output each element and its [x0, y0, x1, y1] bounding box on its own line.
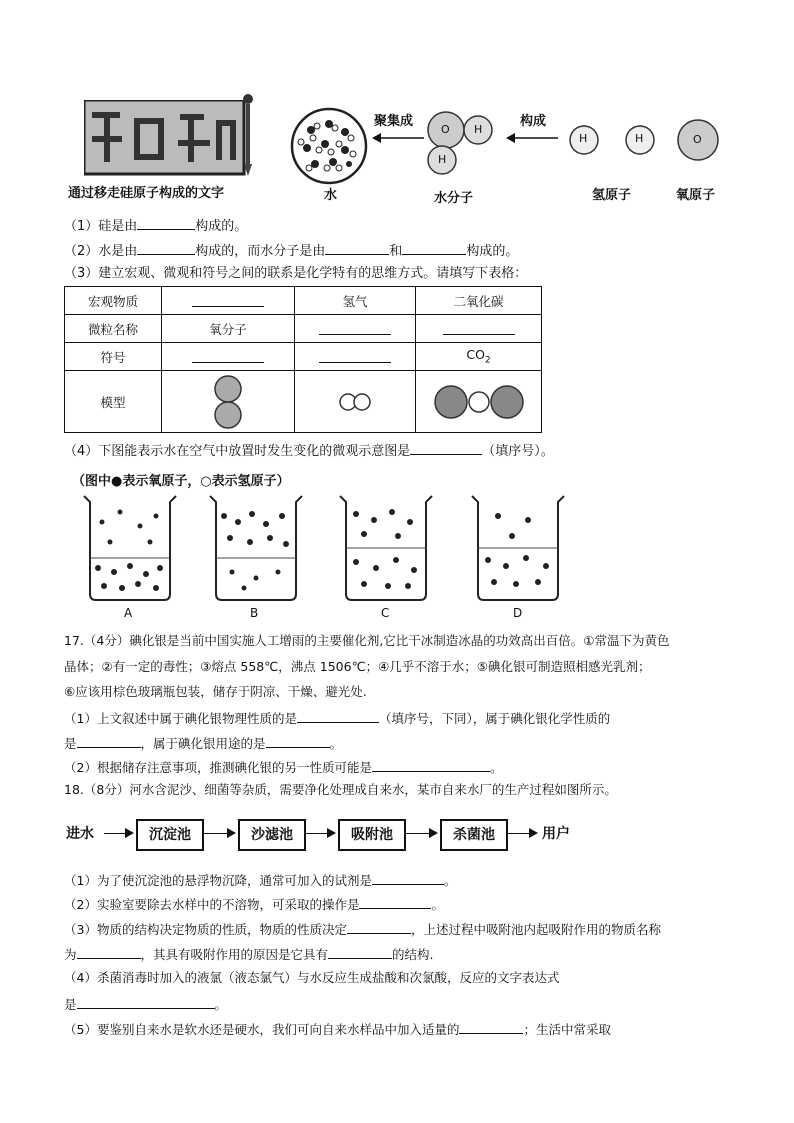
- beaker-label-d: D: [513, 606, 523, 620]
- molecule-o-label: O: [441, 123, 450, 136]
- water-molecule-model: [426, 110, 498, 178]
- arrow-compose-label: 构成: [520, 114, 547, 129]
- q18-sub2: （2）实验室要除去水样中的不溶物，可采取的操作是 。: [64, 894, 444, 914]
- q18-sub4-cont: 是 。: [64, 994, 227, 1014]
- macro-micro-table: [64, 286, 542, 433]
- flow-sedimentation: 沉淀池: [136, 819, 204, 851]
- cell-hydrogen: 氢气: [295, 287, 416, 315]
- molecule-h-label-2: H: [438, 153, 447, 166]
- q16-2: （2）水是由 构成的，而水分子是由 和 构成的。: [64, 240, 518, 261]
- cell-co2-name: 二氧化碳: [416, 287, 542, 315]
- caption-silicon: 通过移走硅原子构成的文字: [68, 186, 225, 201]
- flow-arrow-2: [204, 833, 234, 834]
- cell-symbol: 符号: [65, 343, 162, 371]
- q16-3: （3）建立宏观、微观和符号之间的联系是化学特有的思维方式。请填写下表格：: [64, 266, 528, 281]
- beaker-b: [206, 492, 306, 604]
- molecule-h-label-1: H: [474, 123, 483, 136]
- q17-sub1: （1）上文叙述中属于碘化银物理性质的是 （填序号，下同），属于碘化银化学性质的: [64, 708, 610, 728]
- caption-o-atom: 氧原子: [676, 188, 716, 203]
- arrow-compose: [506, 132, 558, 144]
- flow-arrow-4: [406, 833, 436, 834]
- co2-molecule-model: [433, 382, 525, 422]
- silicon-text-image: [84, 100, 248, 176]
- flow-arrow-5: [508, 833, 536, 834]
- q17-line2: 晶体；②有一定的毒性；③熔点 558℃，沸点 1506℃；④几乎不溶于水；⑤碘化银可制造照相感光乳剂；: [64, 659, 651, 674]
- cell-micro: 微粒名称: [65, 315, 162, 343]
- cell-oxygen-molecule: 氧分子: [162, 315, 295, 343]
- flow-arrow-1: [104, 833, 132, 834]
- caption-molecule: 水分子: [434, 191, 474, 206]
- caption-water: 水: [324, 188, 338, 203]
- beaker-a: [80, 492, 180, 604]
- caption-h-atom: 氢原子: [592, 188, 632, 203]
- hydrogen-molecule-model: [335, 390, 375, 414]
- q17-sub1-cont: 是 ，属于碘化银用途的是 。: [64, 733, 342, 753]
- flow-sterilization: 杀菌池: [440, 819, 508, 851]
- flow-adsorption: 吸附池: [338, 819, 406, 851]
- q18-sub5: （5）要鉴别自来水是软水还是硬水，我们可向自来水样品中加入适量的 ；生活中常采取: [64, 1019, 611, 1039]
- flow-in: 进水: [66, 826, 94, 842]
- oxygen-molecule-model: [208, 374, 248, 430]
- beaker-d: [468, 492, 568, 604]
- flow-user: 用户: [542, 826, 570, 842]
- q17-line3: ⑥应该用棕色玻璃瓶包装，储存于阴凉、干燥、避光处.: [64, 684, 367, 699]
- beaker-label-b: B: [250, 606, 259, 620]
- q16-4: （4）下图能表示水在空气中放置时发生变化的微观示意图是 （填序号）。: [64, 440, 554, 461]
- q17-sub2: （2）根据储存注意事项，推测碘化银的另一性质可能是 。: [64, 757, 502, 777]
- cell-macro: 宏观物质: [65, 287, 162, 315]
- cell-model: 模型: [65, 371, 162, 433]
- q18-sub4: （4）杀菌消毒时加入的液氯（液态氯气）与水反应生成盐酸和次氯酸，反应的文字表达式: [64, 970, 560, 985]
- q16-legend: （图中●表示氧原子，○表示氢原子）: [72, 474, 290, 489]
- water-circle: [289, 106, 369, 186]
- q17-line1: 17.（4分）碘化银是当前中国实施人工增雨的主要催化剂,它比干冰制造冰晶的功效高出百倍。①常温下为黄色: [64, 633, 670, 648]
- cell-co2-symbol: $CO_2$: [416, 343, 542, 371]
- arrow-gather-label: 聚集成: [374, 114, 414, 129]
- probe-icon: [238, 92, 258, 178]
- o-atom-label: O: [693, 133, 702, 146]
- q18-sub3: （3）物质的结构决定物质的性质，物质的性质决定 ，上述过程中吸附池内起吸附作用的物质名称: [64, 919, 661, 939]
- h-atom-1-label: H: [579, 132, 588, 145]
- flow-arrow-3: [306, 833, 334, 834]
- beaker-label-c: C: [381, 606, 390, 620]
- beaker-label-a: A: [124, 606, 133, 620]
- q18-sub3-cont: 为 ，其具有吸附作用的原因是它具有 的结构.: [64, 944, 434, 964]
- arrow-gather: [372, 132, 424, 144]
- h-atom-2-label: H: [635, 132, 644, 145]
- q18-sub1: （1）为了使沉淀池的悬浮物沉降，通常可加入的试剂是 。: [64, 870, 456, 890]
- q18-intro: 18.（8分）河水含泥沙、细菌等杂质，需要净化处理成自来水，某市自来水厂的生产过程如图所示。: [64, 782, 617, 797]
- q16-1: （1）硅是由 构成的。: [64, 215, 247, 236]
- beaker-c: [336, 492, 436, 604]
- flow-sand-filter: 沙滤池: [238, 819, 306, 851]
